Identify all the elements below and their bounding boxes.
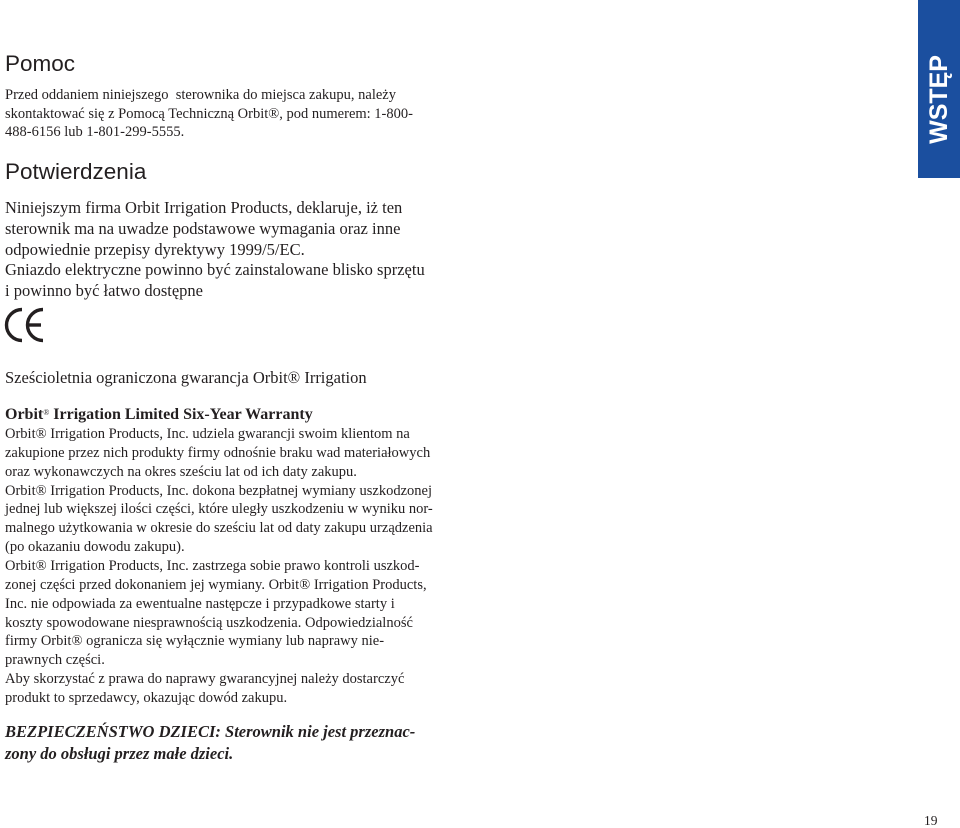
warranty-title-rest: Irrigation Limited Six-Year Warranty — [49, 406, 313, 423]
help-line: skontaktować się z Pomocą Techniczną Orbit®, pod numerem: 1-800- — [5, 105, 413, 122]
help-heading: Pomoc — [5, 51, 76, 76]
warranty-line: Inc. nie odpowiada za ewentualne następcze i przypadkowe starty i — [5, 595, 395, 612]
help-line: Przed oddaniem niniejszego sterownika do miejsca zakupu, należy — [5, 87, 396, 103]
warranty-line: Orbit® Irrigation Products, Inc. udziela gwarancji swoim klientom na — [5, 426, 410, 442]
section-tab — [918, 0, 960, 178]
page-number: 19 — [924, 813, 938, 828]
confirmations-heading: Potwierdzenia — [5, 159, 147, 184]
child-safety-line: BEZPIECZEŃSTWO DZIECI: Sterownik nie jest przeznac- — [5, 722, 416, 741]
child-safety-line: zony do obsługi przez małe dzieci. — [5, 744, 234, 763]
registered-mark: ® — [43, 408, 50, 417]
warranty-line: firmy Orbit® ogranicza się wyłącznie wymiany lub naprawy nie- — [5, 633, 385, 650]
warranty-line: (po okazaniu dowodu zakupu). — [5, 539, 185, 556]
socket-line: Gniazdo elektryczne powinno być zainstalowane blisko sprzętu — [5, 260, 425, 280]
warranty-title-polish: Sześcioletnia ograniczona gwarancja Orbit® Irrigation — [5, 368, 367, 387]
section-tab-label: WSTĘP — [925, 55, 953, 144]
declaration-line: odpowiednie przepisy dyrektywy 1999/5/EC. — [5, 239, 305, 259]
warranty-line: Orbit® Irrigation Products, Inc. dokona bezpłatnej wymiany uszkodzonej — [5, 482, 432, 499]
warranty-title-english — [5, 405, 313, 425]
child-safety-notice — [5, 721, 415, 765]
warranty-line: zakupione przez nich produkty firmy odnośnie braku wad materiałowych — [5, 444, 431, 461]
warranty-line: prawnych części. — [5, 652, 105, 669]
warranty-line: Aby skorzystać z prawa do naprawy gwarancyjnej należy dostarczyć — [5, 671, 405, 688]
confirmations-paragraph — [5, 198, 425, 302]
warranty-line: produkt to sprzedawcy, okazując dowód zakupu. — [5, 690, 288, 707]
help-paragraph — [5, 86, 413, 142]
warranty-line: zonej części przed dokonaniem jej wymiany. Orbit® Irrigation Products, — [5, 576, 427, 593]
warranty-line: malnego użytkowania w okresie do sześciu lat od daty zakupu urządzenia — [5, 520, 433, 537]
warranty-line: Orbit® Irrigation Products, Inc. zastrzega sobie prawo kontroli uszkod- — [5, 558, 420, 575]
declaration-line: Niniejszym firma Orbit Irrigation Products, deklaruje, iż ten — [5, 198, 403, 217]
warranty-line: oraz wykonawczych na okres sześciu lat od ich daty zakupu. — [5, 463, 357, 480]
warranty-line: jednej lub większej ilości części, które uległy uszkodzeniu w wyniku nor- — [5, 501, 433, 518]
help-line: 488-6156 lub 1-801-299-5555. — [5, 124, 185, 140]
warranty-line: koszty spowodowane niesprawnością uszkodzenia. Odpowiedzialność — [5, 614, 413, 631]
ce-mark-icon — [1, 307, 45, 343]
warranty-title-brand: Orbit — [5, 406, 44, 423]
declaration-line: sterownik ma na uwadze podstawowe wymagania oraz inne — [5, 218, 401, 238]
socket-line: i powinno być łatwo dostępne — [5, 281, 203, 300]
warranty-paragraph — [5, 425, 433, 708]
